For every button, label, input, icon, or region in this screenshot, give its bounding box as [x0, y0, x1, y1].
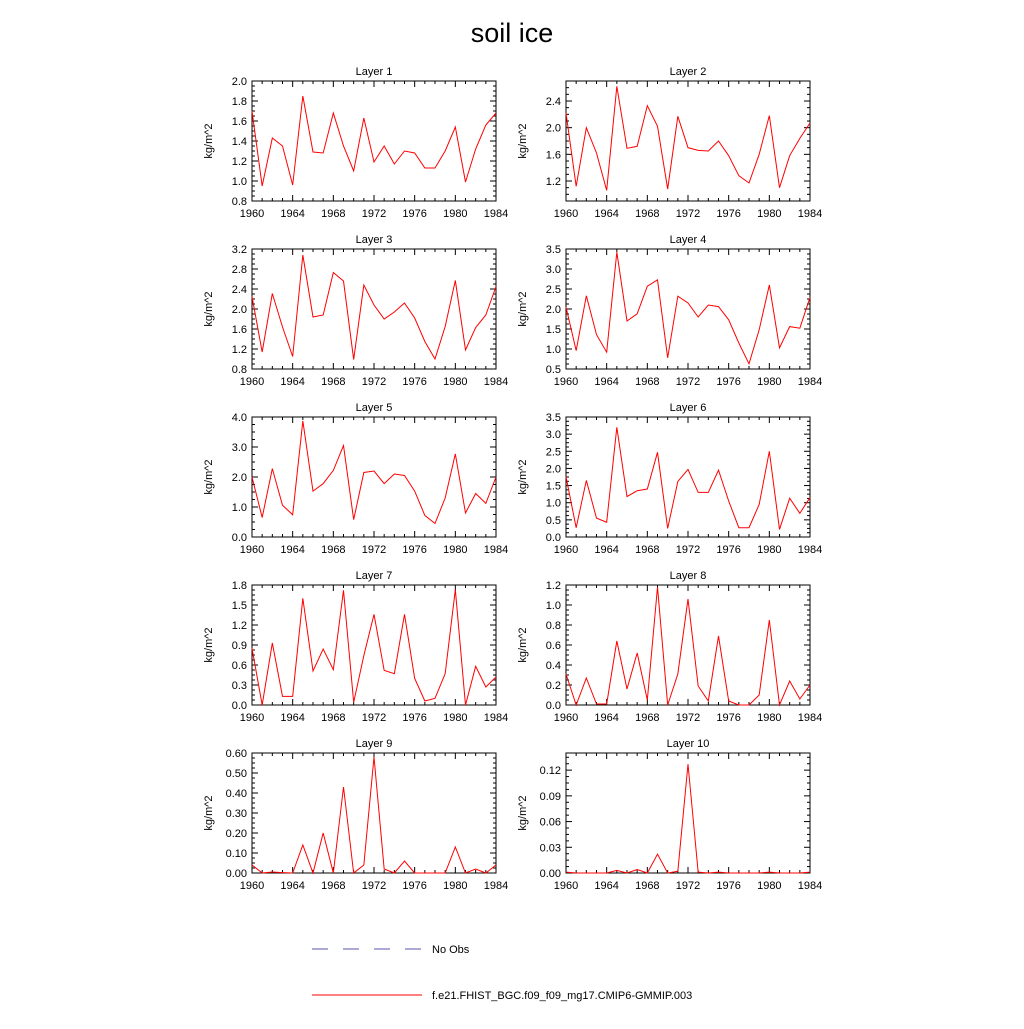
x-tick-label: 1960	[553, 544, 579, 556]
x-tick-label: 1968	[321, 376, 346, 388]
x-tick-label: 1972	[361, 880, 387, 892]
y-tick-label: 2.5	[545, 446, 561, 459]
y-tick-label: 1.0	[231, 176, 247, 188]
x-tick-label: 1972	[675, 544, 701, 556]
y-tick-label: 0.60	[225, 748, 247, 760]
panel-10	[517, 738, 822, 892]
x-tick-label: 1960	[239, 544, 265, 556]
x-tick-label: 1964	[280, 544, 305, 556]
x-tick-label: 1960	[239, 376, 265, 388]
y-tick-label: 1.8	[231, 96, 247, 108]
x-tick-label: 1972	[361, 376, 387, 388]
y-tick-label: 0.0	[231, 700, 247, 712]
y-tick-label: 3.5	[545, 412, 561, 424]
y-tick-label: 0.20	[225, 828, 247, 840]
y-axis-label: kg/m^2	[203, 123, 215, 159]
y-axis-label: kg/m^2	[203, 291, 215, 327]
x-tick-label: 1960	[239, 880, 265, 892]
y-tick-label: 0.2	[545, 680, 561, 692]
x-tick-label: 1972	[675, 208, 701, 220]
x-tick-label: 1980	[443, 544, 468, 556]
figure-title: soil ice	[470, 18, 554, 48]
y-tick-label: 1.2	[545, 580, 561, 592]
y-tick-label: 0.06	[539, 816, 561, 829]
y-tick-label: 1.0	[545, 344, 561, 356]
panel-title: Layer 3	[355, 234, 393, 246]
x-tick-label: 1984	[483, 880, 509, 892]
y-tick-label: 2.8	[231, 264, 247, 276]
panel-2	[517, 66, 822, 220]
panel-title: Layer 10	[666, 738, 710, 750]
plot-frame	[566, 753, 810, 873]
panel-title: Layer 6	[669, 402, 707, 414]
x-tick-label: 1980	[443, 376, 468, 388]
y-tick-label: 1.2	[231, 620, 247, 632]
legend	[312, 944, 692, 1002]
plot-frame	[252, 81, 496, 201]
panel-title: Layer 1	[355, 66, 393, 78]
y-tick-label: 0.00	[225, 868, 247, 880]
panel-title: Layer 5	[355, 402, 393, 414]
series-line	[566, 764, 810, 873]
x-tick-label: 1968	[635, 376, 660, 388]
x-tick-label: 1984	[797, 376, 823, 388]
x-tick-label: 1964	[594, 208, 619, 220]
series-line	[252, 255, 496, 360]
y-axis-label: kg/m^2	[517, 291, 529, 327]
y-tick-label: 0.6	[231, 660, 247, 672]
y-tick-label: 0.00	[539, 868, 561, 880]
panel-3	[203, 234, 508, 388]
x-tick-label: 1968	[635, 208, 660, 220]
y-tick-label: 2.0	[231, 76, 247, 88]
y-tick-label: 2.4	[231, 284, 247, 296]
x-tick-label: 1980	[443, 208, 468, 220]
y-tick-label: 0.8	[231, 364, 247, 376]
x-tick-label: 1980	[757, 208, 782, 220]
y-tick-label: 1.2	[231, 344, 247, 356]
panel-5	[203, 402, 508, 556]
y-tick-label: 0.9	[231, 640, 247, 652]
y-tick-label: 1.6	[231, 324, 247, 336]
x-tick-label: 1976	[402, 376, 427, 388]
x-tick-label: 1964	[280, 712, 305, 724]
x-tick-label: 1964	[594, 544, 619, 556]
y-tick-label: 0.09	[539, 790, 561, 803]
y-tick-label: 0.6	[545, 640, 561, 652]
x-tick-label: 1972	[361, 544, 387, 556]
y-tick-label: 1.5	[231, 600, 247, 612]
panel-9	[203, 738, 508, 892]
y-tick-label: 3.2	[231, 244, 247, 256]
x-tick-label: 1968	[321, 712, 346, 724]
x-tick-label: 1980	[757, 712, 782, 724]
y-tick-label: 0.10	[225, 848, 247, 860]
y-tick-label: 4.0	[231, 412, 247, 424]
x-tick-label: 1984	[483, 712, 509, 724]
panel-7	[203, 570, 508, 724]
x-tick-label: 1972	[675, 376, 701, 388]
x-tick-label: 1964	[594, 880, 619, 892]
series-line	[566, 86, 810, 190]
y-tick-label: 2.0	[545, 304, 561, 316]
y-tick-label: 3.0	[545, 264, 561, 276]
x-tick-label: 1984	[483, 376, 509, 388]
x-tick-label: 1972	[361, 712, 387, 724]
y-tick-label: 0.0	[231, 532, 247, 544]
x-tick-label: 1960	[553, 376, 579, 388]
y-axis-label: kg/m^2	[517, 459, 529, 495]
y-tick-label: 1.0	[545, 497, 561, 510]
series-line	[252, 757, 496, 873]
x-tick-label: 1968	[635, 712, 660, 724]
x-tick-label: 1976	[716, 880, 741, 892]
y-axis-label: kg/m^2	[203, 795, 215, 831]
y-tick-label: 1.6	[545, 149, 561, 162]
y-axis-label: kg/m^2	[203, 459, 215, 495]
x-tick-label: 1976	[402, 544, 427, 556]
panel-title: Layer 9	[355, 738, 393, 750]
y-tick-label: 1.0	[231, 502, 247, 514]
y-tick-label: 0.30	[225, 808, 247, 820]
panel-title: Layer 2	[669, 66, 707, 78]
series-line	[566, 587, 810, 705]
x-tick-label: 1984	[797, 712, 823, 724]
series-line	[252, 96, 496, 186]
panel-8	[517, 570, 822, 724]
x-tick-label: 1968	[321, 208, 346, 220]
legend-model-label: f.e21.FHIST_BGC.f09_f09_mg17.CMIP6-GMMIP.003	[432, 990, 693, 1002]
panel-6	[517, 402, 822, 556]
y-tick-label: 0.5	[545, 364, 561, 376]
x-tick-label: 1964	[280, 208, 305, 220]
x-tick-label: 1976	[716, 712, 741, 724]
plot-frame	[252, 585, 496, 705]
y-tick-label: 2.5	[545, 284, 561, 296]
y-tick-label: 0.8	[231, 196, 247, 208]
panel-title: Layer 8	[669, 570, 707, 582]
x-tick-label: 1968	[321, 880, 346, 892]
x-tick-label: 1984	[797, 880, 823, 892]
x-tick-label: 1976	[716, 208, 741, 220]
y-tick-label: 0.0	[545, 532, 561, 544]
y-axis-label: kg/m^2	[517, 627, 529, 663]
x-tick-label: 1968	[635, 880, 660, 892]
legend-obs-label: No Obs	[432, 944, 470, 956]
y-tick-label: 0.3	[231, 680, 247, 692]
x-tick-label: 1964	[594, 376, 619, 388]
x-tick-label: 1976	[716, 544, 741, 556]
panel-1	[203, 66, 508, 220]
x-tick-label: 1972	[361, 208, 387, 220]
y-tick-label: 1.0	[545, 600, 561, 612]
x-tick-label: 1972	[675, 880, 701, 892]
panel-4	[517, 234, 822, 388]
y-tick-label: 2.4	[545, 96, 561, 108]
x-tick-label: 1980	[443, 712, 468, 724]
y-tick-label: 0.12	[539, 765, 561, 778]
y-tick-label: 0.50	[225, 768, 247, 780]
x-tick-label: 1964	[594, 712, 619, 724]
x-tick-label: 1980	[757, 376, 782, 388]
y-axis-label: kg/m^2	[517, 123, 529, 159]
plot-frame	[252, 753, 496, 873]
y-tick-label: 2.0	[545, 122, 561, 135]
x-tick-label: 1968	[321, 544, 346, 556]
y-tick-label: 1.8	[231, 580, 247, 592]
x-tick-label: 1960	[553, 208, 579, 220]
y-tick-label: 1.6	[231, 116, 247, 128]
panels	[203, 66, 822, 892]
x-tick-label: 1976	[716, 376, 741, 388]
x-tick-label: 1960	[553, 712, 579, 724]
y-tick-label: 0.5	[545, 514, 561, 527]
y-tick-label: 1.5	[545, 324, 561, 336]
y-tick-label: 1.5	[545, 480, 561, 493]
x-tick-label: 1984	[483, 544, 509, 556]
x-tick-label: 1972	[675, 712, 701, 724]
x-tick-label: 1968	[635, 544, 660, 556]
x-tick-label: 1976	[402, 712, 427, 724]
y-tick-label: 2.0	[231, 304, 247, 316]
series-line	[252, 590, 496, 705]
y-tick-label: 3.0	[231, 442, 247, 454]
y-axis-label: kg/m^2	[203, 627, 215, 663]
x-tick-label: 1960	[553, 880, 579, 892]
x-tick-label: 1980	[443, 880, 468, 892]
x-tick-label: 1984	[483, 208, 509, 220]
y-tick-label: 3.5	[545, 244, 561, 256]
x-tick-label: 1960	[239, 208, 265, 220]
x-tick-label: 1984	[797, 208, 823, 220]
x-tick-label: 1960	[239, 712, 265, 724]
y-tick-label: 0.40	[225, 788, 247, 800]
series-line	[566, 427, 810, 529]
y-tick-label: 2.0	[545, 463, 561, 476]
y-tick-label: 1.4	[231, 136, 247, 148]
y-tick-label: 2.0	[231, 472, 247, 484]
x-tick-label: 1980	[757, 544, 782, 556]
panel-title: Layer 7	[355, 570, 393, 582]
series-line	[566, 252, 810, 364]
x-tick-label: 1964	[280, 376, 305, 388]
y-tick-label: 1.2	[545, 176, 561, 188]
y-tick-label: 3.0	[545, 429, 561, 442]
x-tick-label: 1980	[757, 880, 782, 892]
y-tick-label: 0.8	[545, 620, 561, 632]
y-tick-label: 0.03	[539, 842, 561, 855]
panel-title: Layer 4	[669, 234, 707, 246]
x-tick-label: 1976	[402, 880, 427, 892]
x-tick-label: 1984	[797, 544, 823, 556]
y-tick-label: 1.2	[231, 156, 247, 168]
plot-frame	[566, 417, 810, 537]
series-line	[252, 421, 496, 524]
y-tick-label: 0.0	[545, 700, 561, 712]
y-tick-label: 0.4	[545, 660, 561, 672]
y-axis-label: kg/m^2	[517, 795, 529, 831]
x-tick-label: 1976	[402, 208, 427, 220]
x-tick-label: 1964	[280, 880, 305, 892]
